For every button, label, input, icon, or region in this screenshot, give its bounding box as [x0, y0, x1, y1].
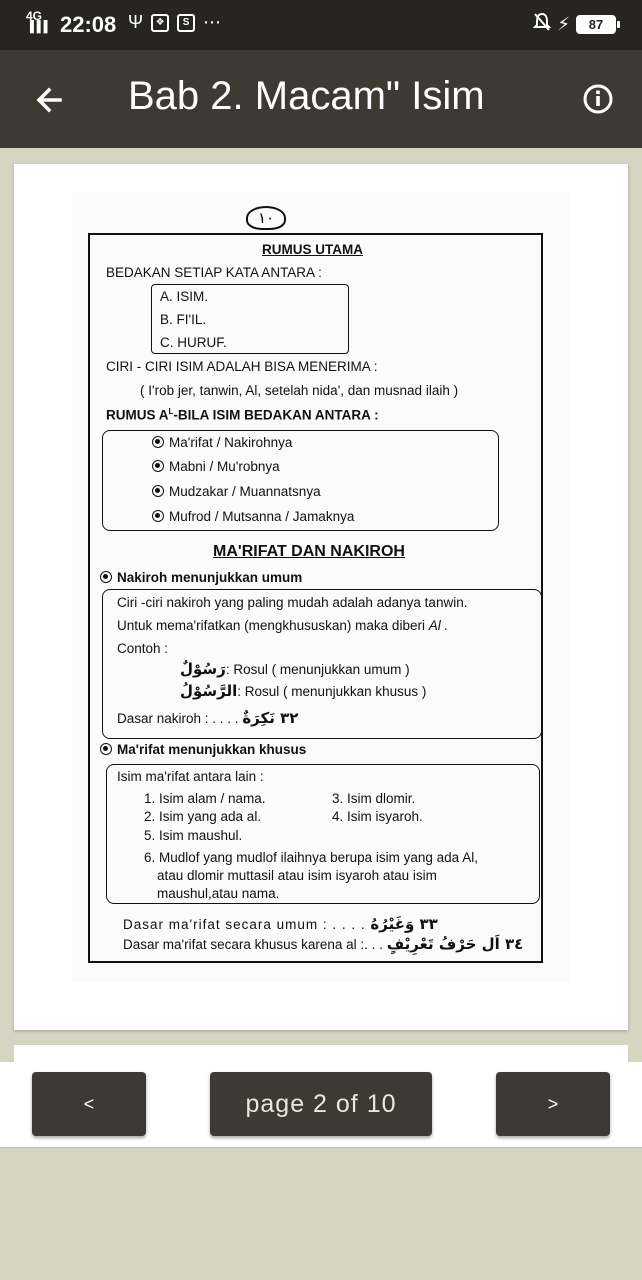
marifat-item: 6. Mudlof yang mudlof ilaihnya berupa isim yang ada Al,	[144, 850, 478, 865]
bullet-icon	[100, 743, 112, 755]
bullet-icon	[152, 460, 164, 472]
marifat-item: atau dlomir muttasil atau isim isyaroh atau isim	[157, 868, 437, 883]
next-page-button[interactable]: >	[496, 1072, 610, 1136]
mute-icon	[533, 12, 551, 37]
previous-page-button[interactable]: <	[32, 1072, 146, 1136]
dasar-khusus: Dasar ma'rifat secara khusus karena al :. . . ٣٤ اَل حَرْفُ تَعْرِيْفٍ	[123, 935, 524, 953]
nakiroh-line: Contoh :	[117, 641, 169, 656]
network-type: 4G	[26, 9, 43, 23]
ciri-items: ( I'rob jer, tanwin, Al, setelah nida', dan musnad ilaih )	[140, 383, 459, 398]
contoh-item: الرَّسُوْلُ: Rosul ( menunjukkan khusus )	[180, 682, 427, 700]
bedakan-item: Mufrod / Mutsanna / Jamaknya	[152, 509, 354, 524]
nakiroh-heading: Nakiroh menunjukkan umum	[100, 570, 302, 585]
kata-item: A. ISIM.	[160, 289, 209, 304]
bedakan-item: Mudzakar / Muannatsnya	[152, 484, 321, 499]
charging-icon: ⚡	[557, 14, 570, 34]
app-bar	[0, 50, 642, 148]
info-icon	[580, 81, 616, 117]
notification-icon: ❖	[151, 14, 169, 32]
page-title: Bab 2. Macam" Isim	[128, 74, 485, 118]
dasar-umum: Dasar ma'rifat secara umum : . . . . ٣٣ وَغَيْرُهُ	[123, 915, 438, 933]
marifat-item: 4. Isim isyaroh.	[332, 809, 423, 824]
dasar-nakiroh: Dasar nakiroh : . . . . ٣٢ نَكِرَةٌ	[117, 709, 299, 727]
bedakan-item: Mabni / Mu'robnya	[152, 459, 280, 474]
section-title: MA'RIFAT DAN NAKIROH	[213, 543, 405, 560]
signal-icon: ▐▐▐	[26, 21, 47, 33]
more-icon: ⋯	[203, 12, 222, 32]
status-bar	[0, 0, 642, 50]
page-indicator-button[interactable]: page 2 of 10	[210, 1072, 432, 1136]
bullet-icon	[100, 571, 112, 583]
bedakan-text: BEDAKAN SETIAP KATA ANTARA :	[106, 265, 322, 280]
marifat-item: maushul,atau nama.	[157, 886, 280, 901]
status-icons	[128, 12, 221, 33]
back-button[interactable]	[28, 79, 70, 121]
background-area	[0, 1148, 642, 1280]
bullet-icon	[152, 510, 164, 522]
kata-item: B. FI'IL.	[160, 312, 207, 327]
kata-item: C. HURUF.	[160, 335, 227, 350]
status-right	[533, 12, 616, 37]
usb-icon: Ψ	[128, 12, 144, 32]
ciri-title: CIRI - CIRI ISIM ADALAH BISA MENERIMA :	[106, 359, 378, 374]
bullet-icon	[152, 436, 164, 448]
clock: 22:08	[60, 12, 117, 37]
page-navigation	[0, 1062, 642, 1148]
battery-icon: 87	[576, 15, 616, 34]
notification-icon: S	[177, 14, 195, 32]
page-number-badge: ١٠	[246, 206, 286, 230]
document-page	[14, 164, 628, 1030]
network-indicator	[26, 11, 56, 33]
marifat-item: 2. Isim yang ada al.	[144, 809, 262, 824]
document-viewer[interactable]	[0, 148, 642, 1062]
rumus-bila-heading: RUMUS $A^L$-BILA ISIM BEDAKAN ANTARA :	[106, 407, 379, 423]
arrow-left-icon	[28, 79, 70, 121]
nakiroh-line: Untuk mema'rifatkan (mengkhususkan) maka diberi Al .	[117, 618, 449, 633]
nakiroh-line: Ciri -ciri nakiroh yang paling mudah adalah adanya tanwin.	[117, 595, 468, 610]
contoh-item: رَسُوْلٌ: Rosul ( menunjukkan umum )	[180, 660, 410, 678]
marifat-item: 1. Isim alam / nama.	[144, 791, 266, 806]
rumus-utama-heading: RUMUS UTAMA	[262, 242, 363, 257]
marifat-item: 5. Isim maushul.	[144, 828, 243, 843]
bullet-icon	[152, 485, 164, 497]
marifat-intro: Isim ma'rifat antara lain :	[117, 769, 264, 784]
info-button[interactable]	[580, 81, 616, 117]
marifat-heading: Ma'rifat menunjukkan khusus	[100, 742, 306, 757]
marifat-item: 3. Isim dlomir.	[332, 791, 416, 806]
bedakan-item: Ma'rifat / Nakirohnya	[152, 435, 292, 450]
